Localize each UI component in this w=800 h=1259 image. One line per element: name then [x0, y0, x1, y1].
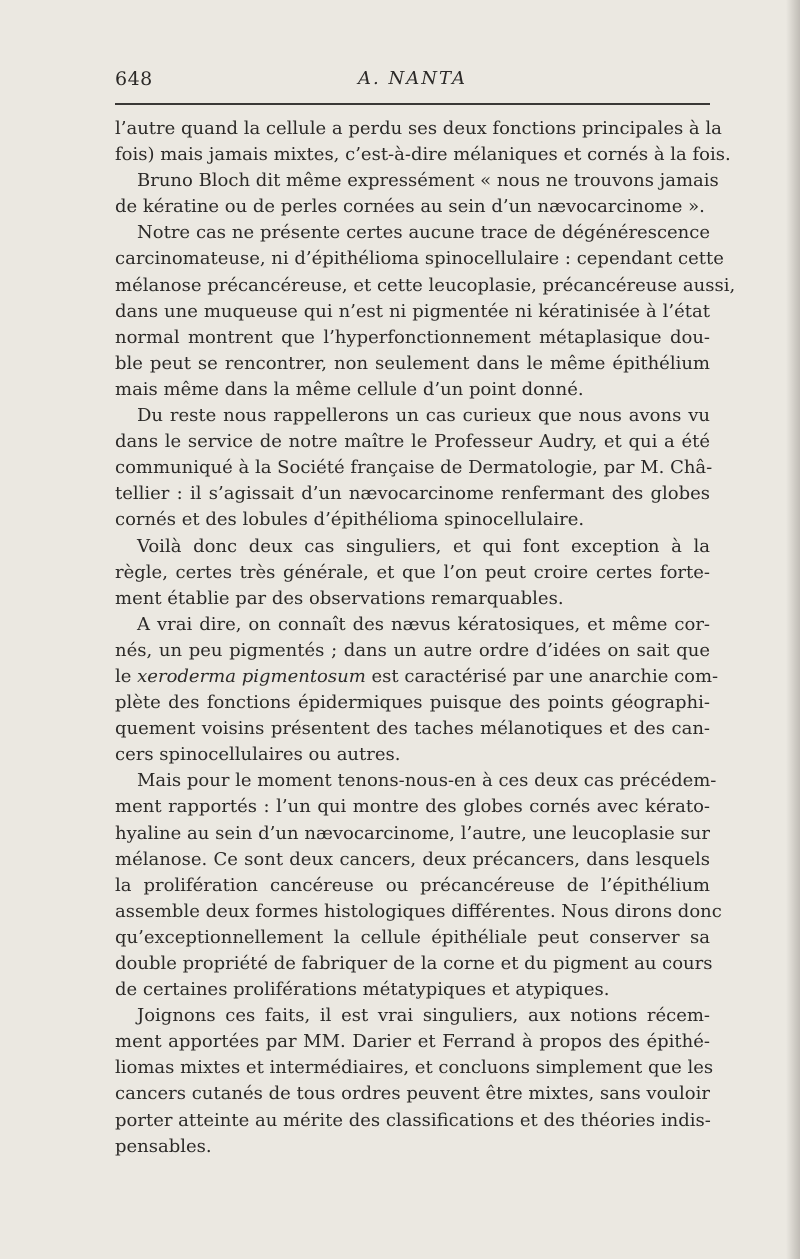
text-line: mélanose précancéreuse, et cette leucoplasie, précancéreuse aussi, [115, 274, 736, 296]
text-line: règle, certes très générale, et que l’on peut croire certes forte- [115, 561, 710, 583]
text-line: dans le service de notre maître le Professeur Audry, et qui a été [115, 431, 710, 453]
text-line: pensables. [115, 1135, 212, 1157]
text-line: Mais pour le moment tenons-nous-en à ces deux cas précédem- [137, 770, 717, 792]
text-line: cancers cutanés de tous ordres peuvent être mixtes, sans vouloir [115, 1083, 710, 1105]
text-line: de certaines proliférations métatypiques et atypiques. [115, 979, 610, 1001]
page-header [115, 68, 710, 94]
text-line: l’autre quand la cellule a perdu ses deux fonctions principales à la [115, 118, 722, 139]
text-line: tellier : il s’agissait d’un nævocarcinome renfermant des globes [115, 483, 710, 505]
text-line: normal montrent que l’hyperfonctionnement métaplasique dou- [115, 326, 710, 348]
text-line: fois) mais jamais mixtes, c’est-à-dire mélaniques et cornés à la fois. [115, 144, 731, 166]
text-line: mélanose. Ce sont deux cancers, deux précancers, dans lesquels [115, 848, 710, 870]
text-line: Bruno Bloch dit même expressément « nous ne trouvons jamais [137, 170, 719, 192]
page-number: 648 [115, 68, 153, 90]
text-line: ble peut se rencontrer, non seulement dans le même épithélium [115, 352, 710, 374]
text-line: carcinomateuse, ni d’épithélioma spinocellulaire : cependant cette [115, 248, 724, 270]
text-line: dans une muqueuse qui n’est ni pigmentée ni kératinisée à l’état [115, 300, 710, 322]
text-line: ment rapportés : l’un qui montre des globes cornés avec kérato- [115, 796, 710, 818]
text-line: hyaline au sein d’un nævocarcinome, l’autre, une leucoplasie sur [115, 822, 710, 844]
text-line: ment établie par des observations remarquables. [115, 587, 564, 609]
text-line: Joignons ces faits, il est vrai singuliers, aux notions récem- [137, 1005, 710, 1027]
text-line: porter atteinte au mérite des classifications et des théories indis- [115, 1109, 711, 1131]
running-head: A. NANTA [358, 68, 467, 89]
text-line: assemble deux formes histologiques différentes. Nous dirons donc [115, 900, 722, 922]
text-line: double propriété de fabriquer de la corne et du pigment au cours [115, 953, 713, 974]
text-line: plète des fonctions épidermiques puisque des points géographi- [115, 692, 710, 714]
header-rule [115, 103, 710, 105]
text-line: mais même dans la même cellule d’un point donné. [115, 378, 584, 400]
text-line-with-italic [115, 664, 719, 690]
text-line: cers spinocellulaires ou autres. [115, 744, 401, 766]
text-line: la prolifération cancéreuse ou précancéreuse de l’épithélium [115, 874, 710, 896]
body-text [115, 116, 736, 1160]
text-line: cornés et des lobules d’épithélioma spinocellulaire. [115, 509, 585, 531]
text-line: de kératine ou de perles cornées au sein d’un nævocarcinome ». [115, 196, 705, 218]
text-line: Du reste nous rappellerons un cas curieux que nous avons vu [137, 405, 710, 427]
text-line: nés, un peu pigmentés ; dans un autre ordre d’idées on sait que [115, 639, 710, 661]
page-edge-shadow [786, 0, 800, 1259]
text-line: Voilà donc deux cas singuliers, et qui font exception à la [137, 535, 710, 557]
text-line: A vrai dire, on connaît des nævus kératosiques, et même cor- [137, 613, 710, 635]
text-line: ment apportées par MM. Darier et Ferrand à propos des épithé- [115, 1031, 710, 1053]
text-line: qu’exceptionnellement la cellule épithéliale peut conserver sa [115, 926, 710, 948]
italic-term: xeroderma pigmentosum [137, 665, 366, 687]
text-fragment: est caractérisé par une anarchie com- [371, 665, 719, 687]
text-line: Notre cas ne présente certes aucune trace de dégénérescence [137, 222, 710, 244]
text-line: quement voisins présentent des taches mélanotiques et des can- [115, 718, 710, 740]
text-fragment: le [115, 665, 132, 687]
text-line: liomas mixtes et intermédiaires, et concluons simplement que les [115, 1057, 714, 1079]
text-line: communiqué à la Société française de Dermatologie, par M. Châ- [115, 457, 713, 479]
